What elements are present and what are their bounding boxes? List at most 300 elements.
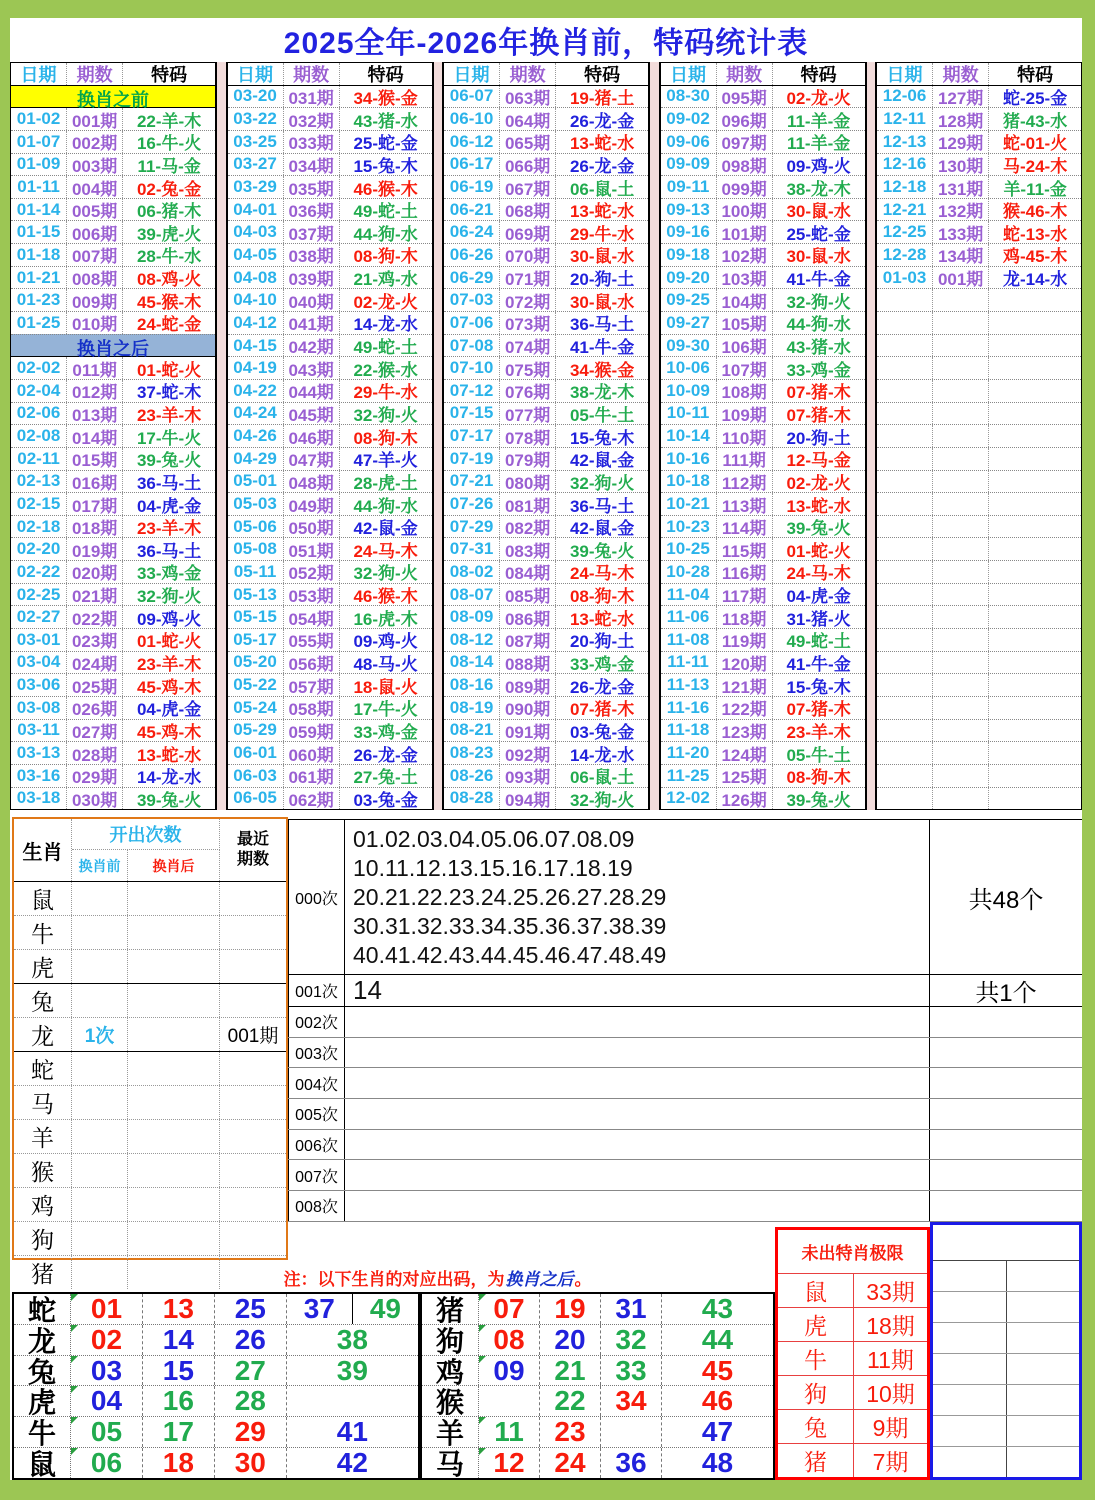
result-row (444, 470, 648, 493)
date-cell: 06-03 (233, 765, 277, 785)
date-cell: 02-22 (16, 561, 61, 581)
result-row (228, 537, 432, 560)
code-cell: 38-龙-木 (569, 383, 635, 402)
empty-grid-cell (1007, 1447, 1080, 1477)
freq-numbers (345, 975, 930, 1006)
period-cell: 050期 (283, 516, 340, 538)
date-cell: 06-19 (449, 177, 494, 197)
code-cell (989, 674, 1081, 696)
date-cell: 07-21 (449, 471, 494, 491)
result-row (228, 515, 432, 538)
date-cell: 06-07 (449, 86, 494, 106)
result-row (228, 220, 432, 243)
result-row (11, 424, 215, 447)
table-separator (649, 62, 660, 810)
freq-total (930, 1007, 1082, 1037)
result-row (877, 356, 1081, 379)
date-cell: 07-03 (449, 290, 494, 310)
code-cell: 24-马-木 (786, 564, 851, 583)
period-cell: 034期 (283, 154, 340, 176)
stats-row-兔 (14, 984, 286, 1017)
freq-numbers (345, 1160, 930, 1190)
date-cell: 03-25 (233, 131, 277, 151)
code-cell: 30-鼠-水 (569, 247, 635, 266)
result-row (661, 719, 865, 742)
period-cell: 083期 (499, 538, 556, 560)
freq-row-7 (288, 1160, 1082, 1191)
limit-row-兔 (778, 1409, 927, 1443)
period-cell: 044期 (283, 380, 340, 402)
result-row (228, 673, 432, 696)
result-row (877, 424, 1081, 447)
code-cell: 43-猪-水 (353, 111, 418, 130)
map-number (287, 1386, 418, 1416)
freq-count-label: 004次 (288, 1068, 345, 1098)
freq-row-5 (288, 1099, 1082, 1130)
date-cell: 02-06 (16, 403, 61, 423)
code-cell: 33-鸡-金 (786, 360, 851, 379)
result-row (11, 560, 215, 583)
result-row (444, 605, 648, 628)
date-cell: 03-20 (233, 86, 277, 106)
date-cell: 02-11 (17, 448, 60, 468)
period-cell: 051期 (283, 538, 340, 560)
map-number: 09 (479, 1356, 540, 1386)
result-row (877, 696, 1081, 719)
date-cell: 04-05 (233, 244, 277, 264)
map-number: 29 (215, 1417, 287, 1447)
stats-recent-period (220, 916, 286, 949)
date-cell: 06-21 (449, 199, 494, 219)
result-row (661, 153, 865, 176)
period-cell (932, 538, 989, 560)
period-cell: 025期 (66, 674, 123, 696)
period-cell: 066期 (499, 154, 556, 176)
stats-after-count (128, 1086, 220, 1119)
code-cell: 02-兔-金 (136, 179, 202, 198)
freq-numbers (345, 820, 930, 974)
result-row (877, 537, 1081, 560)
result-row (11, 266, 215, 289)
date-cell: 05-15 (233, 607, 277, 627)
results-tables (10, 62, 1082, 810)
period-cell: 075期 (499, 357, 556, 379)
code-cell: 04-虎-金 (136, 700, 202, 719)
period-cell (932, 335, 989, 357)
code-cell: 15-兔-木 (786, 677, 851, 696)
code-cell: 06-猪-木 (136, 202, 202, 221)
result-row (11, 673, 215, 696)
limit-row-猪 (778, 1443, 927, 1477)
result-row (661, 175, 865, 198)
code-cell: 16-虎-木 (353, 609, 418, 629)
code-cell: 02-龙-火 (786, 88, 851, 108)
period-cell: 039期 (283, 267, 340, 289)
map-number: 36 (601, 1448, 662, 1478)
result-row (11, 515, 215, 538)
date-cell: 10-11 (666, 403, 710, 423)
freq-row-4 (288, 1068, 1082, 1099)
period-cell: 056期 (283, 652, 340, 674)
code-cell: 41-牛-金 (786, 654, 851, 674)
result-row (228, 379, 432, 402)
period-cell: 076期 (499, 380, 556, 402)
freq-numbers (345, 1099, 930, 1129)
code-cell: 02-龙-火 (786, 473, 851, 493)
result-row (877, 447, 1081, 470)
date-cell: 11-18 (666, 720, 710, 740)
stats-header (14, 819, 286, 882)
stats-recent-period: 001期 (227, 1026, 279, 1047)
result-row (228, 424, 432, 447)
period-cell: 095期 (716, 86, 773, 108)
map-number: 07 (479, 1294, 540, 1324)
freq-row-3 (288, 1038, 1082, 1069)
map-zodiac: 狗 (422, 1325, 479, 1355)
result-row (877, 311, 1081, 334)
result-row (444, 628, 648, 651)
result-row (661, 470, 865, 493)
period-cell: 041期 (283, 312, 340, 334)
code-cell: 21-鸡-水 (353, 270, 418, 289)
date-cell (877, 674, 932, 696)
code-cell: 24-马-木 (353, 541, 418, 561)
date-cell: 02-02 (16, 358, 61, 378)
results-table-4 (660, 62, 866, 810)
result-row (11, 220, 215, 243)
result-row (228, 198, 432, 221)
code-cell: 09-鸡-火 (353, 632, 418, 651)
period-cell: 042期 (283, 335, 340, 357)
date-cell: 07-29 (449, 516, 494, 536)
period-cell: 060期 (283, 742, 340, 764)
map-number: 15 (143, 1356, 215, 1386)
map-number (479, 1386, 540, 1416)
freq-row-2 (288, 1007, 1082, 1038)
stats-recent-period (220, 1086, 286, 1119)
result-row (877, 198, 1081, 221)
result-row (11, 492, 215, 515)
empty-grid-row (933, 1416, 1079, 1447)
result-row (228, 402, 432, 425)
result-row (444, 741, 648, 764)
date-cell: 11-08 (666, 629, 710, 649)
freq-numbers-line: 10.11.12.13.15.16.17.18.19 (353, 854, 633, 881)
code-cell: 41-牛-金 (786, 270, 851, 289)
map-number (601, 1417, 662, 1447)
period-cell (932, 765, 989, 787)
date-cell: 03-22 (233, 109, 277, 129)
stats-row-鼠 (14, 882, 286, 915)
period-cell: 088期 (499, 652, 556, 674)
freq-row-8 (288, 1191, 1082, 1222)
period-cell (932, 312, 989, 334)
code-cell: 23-羊-木 (136, 519, 202, 538)
period-cell (932, 584, 989, 606)
code-cell: 20-狗-土 (569, 270, 635, 289)
period-cell (932, 629, 989, 651)
empty-grid-row (933, 1354, 1079, 1385)
code-cell (989, 312, 1081, 334)
result-row (661, 266, 865, 289)
date-cell: 09-13 (666, 199, 710, 219)
map-number: 42 (336, 1448, 368, 1478)
result-row (661, 198, 865, 221)
result-row (11, 357, 215, 379)
result-row (11, 243, 215, 266)
period-cell: 127期 (932, 86, 989, 108)
result-row (877, 605, 1081, 628)
code-cell: 31-猪-火 (786, 609, 851, 629)
limit-row-鼠 (778, 1273, 927, 1307)
period-cell: 132期 (932, 199, 989, 221)
stats-row-猴 (14, 1153, 286, 1187)
code-cell: 12-马-金 (786, 451, 851, 470)
result-row (661, 605, 865, 628)
code-cell: 32-狗-火 (569, 790, 635, 810)
result-row (444, 356, 648, 379)
map-number: 18 (143, 1448, 215, 1478)
period-cell: 080期 (499, 471, 556, 493)
code-cell: 41-牛-金 (569, 338, 635, 357)
date-cell: 05-03 (233, 493, 277, 513)
limit-row-牛 (778, 1341, 927, 1375)
result-row (661, 764, 865, 787)
code-cell: 13-蛇-水 (136, 745, 202, 764)
date-cell: 11-11 (667, 652, 709, 672)
stats-before-count (72, 1154, 128, 1187)
result-row (444, 515, 648, 538)
date-cell: 06-01 (233, 743, 277, 763)
date-cell: 12-16 (882, 154, 927, 174)
result-row (877, 153, 1081, 176)
freq-numbers-line: 40.41.42.43.44.45.46.47.48.49 (353, 941, 667, 968)
period-cell: 120期 (716, 652, 773, 674)
stats-zodiac: 马 (14, 1086, 72, 1119)
result-row (11, 108, 215, 130)
map-number: 28 (215, 1386, 287, 1416)
result-row (444, 673, 648, 696)
result-row (11, 379, 215, 402)
result-row (228, 356, 432, 379)
result-row (444, 402, 648, 425)
result-row (661, 741, 865, 764)
code-cell: 39-兔-火 (136, 790, 202, 810)
period-cell: 124期 (716, 742, 773, 764)
result-row (661, 583, 865, 606)
result-row (444, 220, 648, 243)
period-cell: 112期 (716, 471, 773, 493)
code-cell: 46-猴-木 (353, 179, 418, 198)
date-cell: 03-13 (16, 743, 61, 763)
code-cell: 11-羊-金 (786, 134, 851, 153)
map-number: 19 (540, 1294, 601, 1324)
code-cell: 39-兔-火 (569, 541, 635, 561)
period-cell: 058期 (283, 697, 340, 719)
limit-zodiac: 猪 (778, 1444, 854, 1477)
zodiac-map-left (12, 1292, 420, 1480)
date-cell: 03-06 (16, 675, 61, 695)
date-cell: 03-29 (233, 177, 277, 197)
code-header: 特码 (800, 64, 837, 85)
code-cell: 38-龙-木 (786, 179, 851, 198)
code-cell: 11-马-金 (137, 156, 201, 176)
date-cell: 04-03 (233, 222, 277, 242)
code-cell: 01-蛇-火 (136, 360, 202, 379)
date-header: 日期 (453, 64, 490, 85)
period-cell: 008期 (66, 267, 123, 289)
period-cell: 020期 (66, 561, 123, 583)
result-row (228, 288, 432, 311)
stats-zodiac: 龙 (14, 1018, 72, 1051)
limit-periods: 33期 (866, 1279, 915, 1305)
stats-after-count (128, 1052, 220, 1085)
code-cell (989, 561, 1081, 583)
date-cell: 08-28 (449, 788, 494, 808)
stats-before-count (72, 1086, 128, 1119)
stats-after-count (128, 950, 220, 983)
date-cell: 03-16 (16, 765, 61, 785)
code-cell: 08-狗-木 (353, 428, 418, 447)
date-cell: 06-24 (449, 222, 494, 242)
code-cell: 蛇-13-水 (1002, 224, 1068, 244)
result-row (444, 130, 648, 153)
result-row (444, 583, 648, 606)
period-cell: 017期 (66, 493, 123, 515)
code-cell: 29-牛-水 (353, 383, 418, 402)
date-header: 日期 (670, 64, 707, 85)
result-row (228, 107, 432, 130)
result-row (661, 220, 865, 243)
code-cell: 47-羊-火 (353, 451, 418, 470)
period-cell (932, 742, 989, 764)
date-cell: 12-28 (882, 244, 927, 264)
code-cell: 26-龙-金 (569, 111, 635, 130)
map-number: 16 (143, 1386, 215, 1416)
period-cell: 072期 (499, 289, 556, 311)
map-number: 38 (336, 1324, 368, 1355)
code-cell (989, 425, 1081, 447)
code-cell: 36-马-土 (569, 315, 635, 334)
result-row (228, 470, 432, 493)
date-cell: 08-26 (449, 765, 494, 785)
date-cell: 08-16 (449, 675, 494, 695)
date-cell: 05-08 (233, 539, 277, 559)
period-cell: 070期 (499, 244, 556, 266)
date-cell: 01-02 (16, 109, 61, 129)
code-cell: 20-狗-土 (786, 428, 851, 447)
result-row (877, 220, 1081, 243)
period-header: 期数 (716, 63, 773, 85)
note-highlight: 换肖之后 (505, 1269, 574, 1289)
code-cell: 33-鸡-金 (569, 654, 635, 674)
code-cell: 16-牛-火 (136, 134, 202, 153)
result-row (444, 787, 648, 810)
period-cell: 091期 (499, 720, 556, 742)
code-cell (989, 493, 1081, 515)
map-wide-cell (287, 1294, 418, 1324)
period-cell: 099期 (716, 176, 773, 198)
date-cell: 03-08 (16, 697, 61, 717)
period-cell: 121期 (716, 674, 773, 696)
date-cell: 04-22 (233, 380, 277, 400)
result-row (11, 402, 215, 425)
code-cell: 32-狗-火 (353, 564, 418, 583)
stats-row-羊 (14, 1119, 286, 1153)
result-row (228, 583, 432, 606)
result-row (228, 153, 432, 176)
period-cell: 086期 (499, 606, 556, 628)
stats-before-count (72, 1222, 128, 1255)
result-row (661, 515, 865, 538)
code-cell (989, 584, 1081, 606)
stats-row-狗 (14, 1221, 286, 1255)
stats-header-after: 换肖后 (128, 850, 220, 881)
code-cell: 09-鸡-火 (136, 609, 202, 629)
stats-before-count (72, 1052, 128, 1085)
empty-grid-cell (933, 1292, 1007, 1322)
zodiac-stats-panel (12, 817, 288, 1287)
result-row (11, 288, 215, 311)
code-cell: 46-猴-木 (353, 587, 418, 606)
empty-grid-row (933, 1292, 1079, 1323)
date-cell: 10-09 (666, 380, 710, 400)
code-cell (989, 516, 1081, 538)
result-row (877, 492, 1081, 515)
result-row (444, 447, 648, 470)
code-cell: 26-龙-金 (569, 677, 635, 696)
date-header: 日期 (237, 64, 274, 85)
result-row (11, 651, 215, 674)
code-cell: 15-兔-木 (569, 428, 635, 447)
result-row (228, 651, 432, 674)
stats-zodiac: 兔 (14, 984, 72, 1017)
result-row (444, 492, 648, 515)
code-cell: 44-狗-水 (353, 224, 418, 244)
date-cell: 03-04 (16, 652, 61, 672)
date-cell: 09-06 (666, 131, 710, 151)
date-cell: 11-16 (666, 697, 710, 717)
code-cell: 37-蛇-木 (136, 383, 202, 402)
code-cell: 44-狗-水 (786, 315, 851, 334)
result-row (11, 628, 215, 651)
code-cell: 02-龙-火 (353, 292, 418, 312)
map-number: 11 (479, 1417, 540, 1447)
limit-row-虎 (778, 1307, 927, 1341)
limits-rows (778, 1273, 927, 1477)
result-row (877, 402, 1081, 425)
period-cell: 065期 (499, 131, 556, 153)
stats-before-count (72, 1120, 128, 1153)
results-table-3 (443, 62, 649, 810)
date-cell: 02-04 (16, 380, 61, 400)
result-row (877, 515, 1081, 538)
period-cell: 040期 (283, 289, 340, 311)
table-header-row (444, 63, 648, 86)
date-cell (877, 584, 932, 606)
period-cell: 007期 (66, 244, 123, 266)
freq-numbers (345, 1038, 930, 1068)
freq-total: 共1个 (975, 980, 1037, 1006)
result-row (661, 628, 865, 651)
period-cell: 029期 (66, 765, 123, 787)
result-row (228, 787, 432, 810)
result-row (444, 696, 648, 719)
period-cell: 102期 (716, 244, 773, 266)
stats-before-count (72, 950, 128, 983)
code-cell: 42-鼠-金 (353, 519, 418, 538)
period-cell (932, 788, 989, 810)
